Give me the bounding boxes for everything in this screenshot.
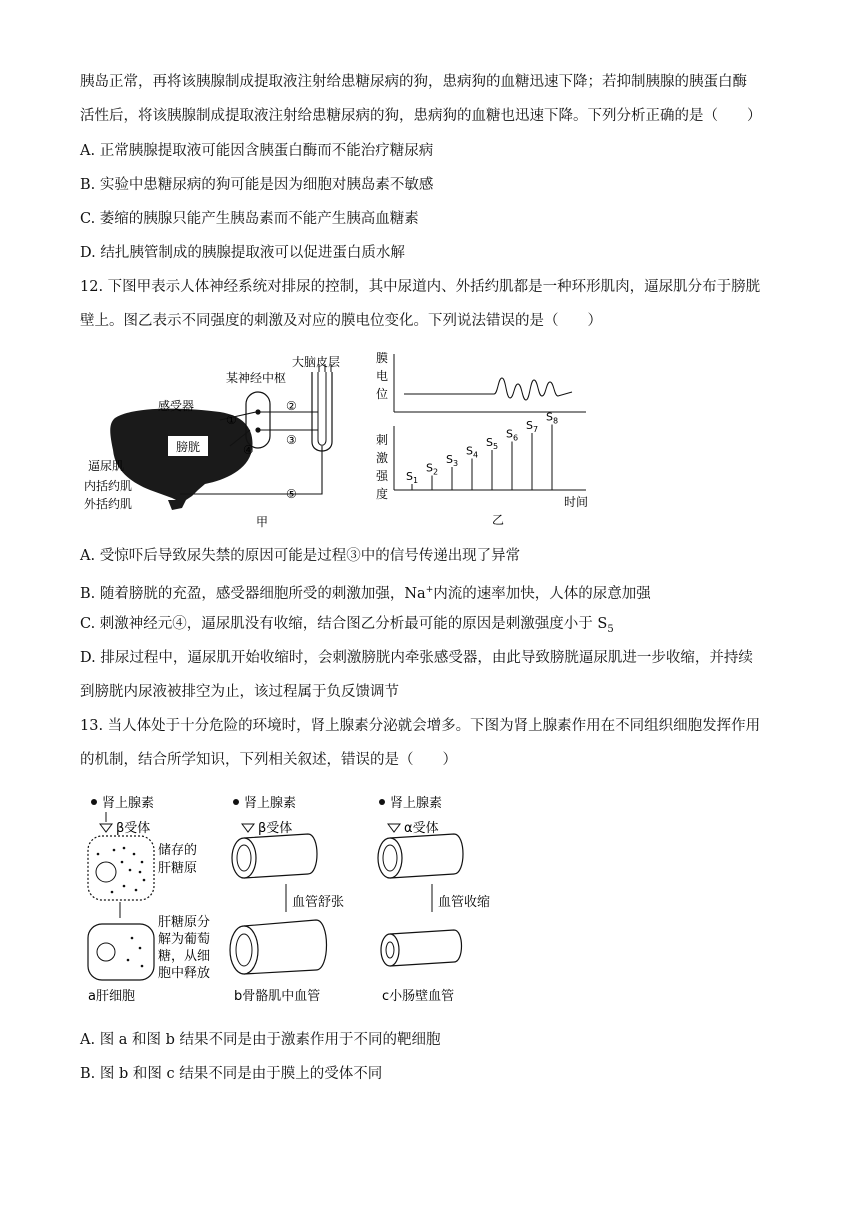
vasoconstriction-label: 血管收缩 xyxy=(438,895,491,910)
x-label-time: 时间 xyxy=(564,495,589,509)
result-label-3: 糖，从细 xyxy=(158,949,211,964)
y-label-bottom-3: 强 xyxy=(376,469,389,483)
vessel-b-bottom xyxy=(230,920,327,974)
result-label-2: 解为葡萄 xyxy=(158,932,211,947)
liver-cell-top xyxy=(88,836,154,900)
stimulus-label: $S_8$ xyxy=(546,410,559,426)
q12-option-d-line1: D. 排尿过程中，逼尿肌开始收缩时，会刺激膀胱内牵张感受器，由此导致膀胱逼尿肌进一步收缩，并持续 xyxy=(80,650,753,666)
vessel-b-top xyxy=(232,834,317,878)
stored-glycogen-label-2: 肝糖原 xyxy=(158,861,198,876)
hormone-label-b: 肾上腺素 xyxy=(244,796,297,811)
q12-option-d-line2: 到膀胱内尿液被排空为止，该过程属于负反馈调节 xyxy=(80,684,399,700)
q13-option-b: B. 图 b 和图 c 结果不同是由于膜上的受体不同 xyxy=(80,1066,383,1082)
q11-stem-line2: 活性后，将该胰腺制成提取液注射给患糖尿病的狗，患病狗的血糖也迅速下降。下列分析正确的是（ ） xyxy=(80,108,762,124)
q11-stem-line1: 胰岛正常，再将该胰腺制成提取液注射给患糖尿病的狗，患病狗的血糖迅速下降；若抑制胰腺的胰蛋白酶 xyxy=(80,74,747,90)
marker-3: ③ xyxy=(286,433,297,447)
q11-option-b: B. 实验中患糖尿病的狗可能是因为细胞对胰岛素不敏感 xyxy=(80,177,434,193)
q11-option-c: C. 萎缩的胰腺只能产生胰岛素而不能产生胰高血糖素 xyxy=(80,211,419,227)
marker-1: ① xyxy=(226,413,237,427)
stimulus-label: $S_7$ xyxy=(526,419,539,434)
q12-stem-line2: 壁上。图乙表示不同强度的刺激及对应的膜电位变化。下列说法错误的是（ ） xyxy=(80,313,602,329)
q11-option-d: D. 结扎胰管制成的胰腺提取液可以促进蛋白质水解 xyxy=(80,245,405,261)
stimulus-label: $S_3$ xyxy=(446,453,459,468)
y-label-top-1: 膜 xyxy=(376,351,389,365)
sodium-superscript: + xyxy=(425,585,434,595)
q13-stem-line2: 的机制，结合所学知识，下列相关叙述，错误的是（ ） xyxy=(80,752,457,768)
q11-option-a: A. 正常胰腺提取液可能因含胰蛋白酶而不能治疗糖尿病 xyxy=(80,143,434,159)
detrusor-label: 逼尿肌 xyxy=(88,459,125,473)
figure-a-caption: 甲 xyxy=(256,515,269,529)
urination-control-diagram xyxy=(80,350,360,530)
stimulus-label: $S_2$ xyxy=(426,461,439,477)
cortex-label: 大脑皮层 xyxy=(292,355,341,369)
q12-stem-line1: 12. 下图甲表示人体神经系统对排尿的控制，其中尿道内、外括约肌都是一种环形肌肉，逼尿肌分布于膀胱 xyxy=(80,279,761,295)
membrane-potential-chart xyxy=(372,348,598,530)
marker-5: ⑤ xyxy=(286,487,297,501)
stored-glycogen-label-1: 储存的 xyxy=(158,843,198,858)
result-label-4: 胞中释放 xyxy=(158,966,211,981)
beta-receptor-label-a: β受体 xyxy=(116,821,151,836)
hormone-label-a: 肾上腺素 xyxy=(102,796,155,811)
stimulus-label: $S_4$ xyxy=(466,444,479,460)
inner-sphincter-label: 内括约肌 xyxy=(84,479,133,493)
epinephrine-mechanism-diagram xyxy=(84,788,504,1006)
result-label-1: 肝糖原分 xyxy=(158,915,211,930)
q12-option-c: C. 刺激神经元④，逼尿肌没有收缩，结合图乙分析最可能的原因是刺激强度小于 $S_5$ xyxy=(80,616,614,635)
marker-4: ④ xyxy=(243,443,254,457)
beta-receptor-label-b: β受体 xyxy=(258,821,293,836)
caption-a: a肝细胞 xyxy=(88,989,135,1004)
figure-b-caption: 乙 xyxy=(492,513,505,527)
stimulus-label: $S_6$ xyxy=(506,427,519,443)
q12-option-a: A. 受惊吓后导致尿失禁的原因可能是过程③中的信号传递出现了异常 xyxy=(80,548,521,564)
y-label-top-2: 电 xyxy=(376,369,389,383)
caption-b: b骨骼肌中血管 xyxy=(234,989,321,1004)
y-label-bottom-1: 刺 xyxy=(376,433,389,447)
q12-option-b: B. 随着膀胱的充盈，感受器细胞所受的刺激加强，Na+内流的速率加快，人体的尿意加强 xyxy=(80,585,651,602)
marker-2: ② xyxy=(286,399,297,413)
vasodilation-label: 血管舒张 xyxy=(292,895,345,910)
y-label-bottom-4: 度 xyxy=(376,487,389,501)
stimulus-label: $S_1$ xyxy=(406,470,419,485)
receptor-label: 感受器 xyxy=(158,399,195,413)
bladder-label: 膀胱 xyxy=(175,440,201,454)
outer-sphincter-label: 外括约肌 xyxy=(84,497,133,511)
s5-subscript: 5 xyxy=(607,623,614,635)
caption-c: c小肠壁血管 xyxy=(382,989,455,1004)
vessel-c-bottom xyxy=(381,930,462,966)
hormone-label-c: 肾上腺素 xyxy=(390,796,443,811)
alpha-receptor-label: α受体 xyxy=(404,821,439,836)
y-label-top-3: 位 xyxy=(376,387,389,401)
q13-option-a: A. 图 a 和图 b 结果不同是由于激素作用于不同的靶细胞 xyxy=(80,1032,441,1048)
nerve-center-label: 某神经中枢 xyxy=(226,371,287,385)
y-label-bottom-2: 激 xyxy=(376,451,389,465)
membrane-potential-trace xyxy=(404,378,572,400)
vessel-c-top xyxy=(378,834,463,878)
liver-cell-bottom xyxy=(88,924,154,980)
q13-stem-line1: 13. 当人体处于十分危险的环境时，肾上腺素分泌就会增多。下图为肾上腺素作用在不同组织细胞发挥作用 xyxy=(80,718,761,734)
stimulus-label: $S_5$ xyxy=(486,436,499,451)
